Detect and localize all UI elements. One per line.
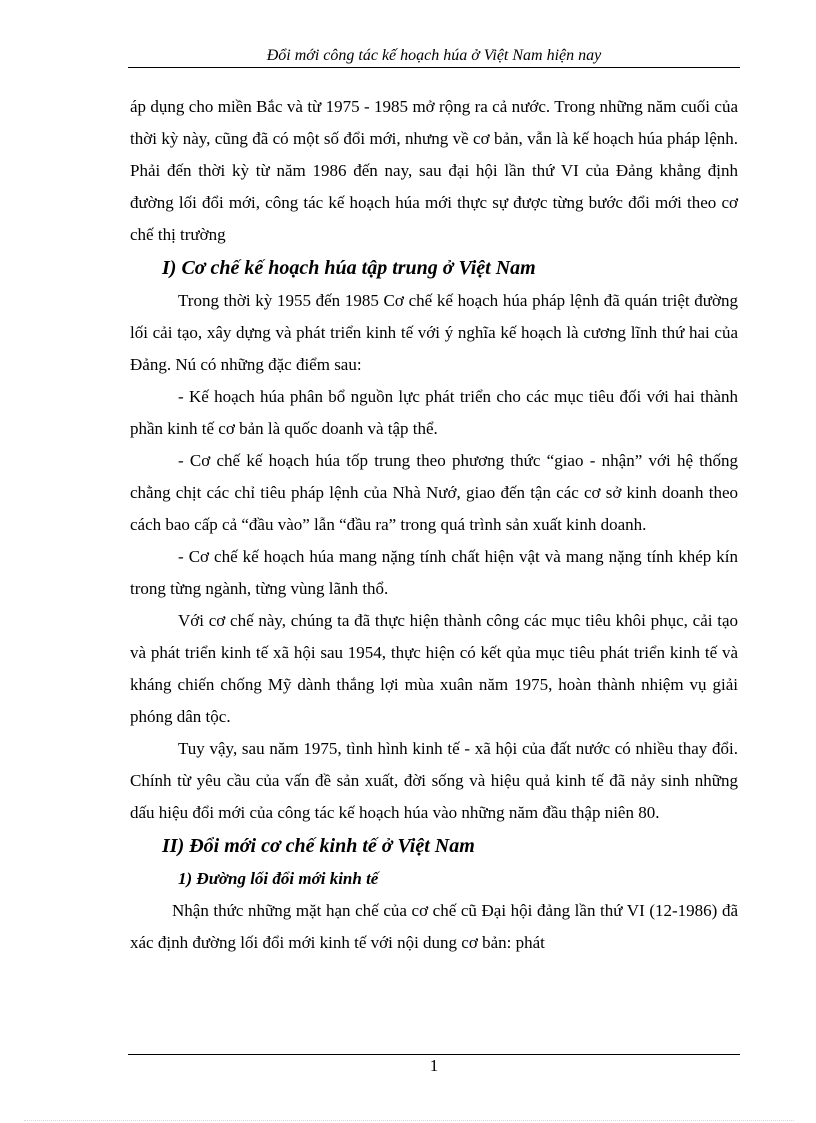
page-bottom-edge [24, 1120, 794, 1121]
paragraph-after-1975: Tuy vậy, sau năm 1975, tình hình kinh tế - xã hội của đất nước có nhiều thay đổi. Chính từ yêu cầu của vấn đề sản xuất, đời sống và hiệu quả kinh tế đã nảy sinh những dấu hiệu đổi mới của công tác kế hoạch húa vào những năm đầu thập niên 80. [130, 739, 738, 822]
header-rule [128, 67, 740, 68]
footer-rule [128, 1054, 740, 1055]
bullet-resource-allocation: - Kế hoạch húa phân bổ nguồn lực phát triển cho các mục tiêu đối với hai thành phần kinh tế cơ bản là quốc doanh và tập thể. [130, 387, 738, 438]
paragraph-characteristics: Trong thời kỳ 1955 đến 1985 Cơ chế kế hoạch húa pháp lệnh đã quán triệt đường lối cải tạo, xây dựng và phát triển kinh tế với ý nghĩa kế hoạch là cương lĩnh thứ hai của Đảng. Nú có những đặc điểm sau: [130, 291, 738, 374]
section-heading-1: I) Cơ chế kế hoạch húa tập trung ở Việt Nam [162, 257, 536, 279]
running-header-title: Đổi mới công tác kế hoạch húa ở Việt Nam hiện nay [266, 47, 602, 64]
page-number: 1 [429, 1056, 439, 1075]
section-heading-2: II) Đổi mới cơ chế kinh tế ở Việt Nam [162, 835, 475, 857]
bullet-give-receive: - Cơ chế kế hoạch húa tốp trung theo phương thức “giao - nhận” với hệ thống chằng chịt các chỉ tiêu pháp lệnh của Nhà Nướ, giao đến tận các cơ sở kinh doanh theo cách bao cấp cả “đầu vào” lẫn “đầu ra” trong quá trình sản xuất kinh doanh. [130, 451, 738, 534]
document-body [130, 91, 738, 959]
bullet-in-kind: - Cơ chế kế hoạch húa mang nặng tính chất hiện vật và mang nặng tính khép kín trong từng ngành, từng vùng lãnh thổ. [130, 547, 738, 598]
paragraph-renovation: Nhận thức những mặt hạn chế của cơ chế cũ Đại hội đảng lần thứ VI (12-1986) đã xác định đường lối đổi mới kinh tế với nội dung cơ bản: phát [130, 901, 738, 952]
subsection-heading-1: 1) Đường lối đổi mới kinh tế [178, 869, 379, 888]
paragraph-intro: áp dụng cho miền Bắc và từ 1975 - 1985 mở rộng ra cả nước. Trong những năm cuối của thời kỳ này, cũng đã có một số đổi mới, nhưng về cơ bản, vẫn là kế hoạch húa pháp lệnh. Phải đến thời kỳ từ năm 1986 đến nay, sau đại hội lần thứ VI của Đảng khẳng định đường lối đổi mới, công tác kế hoạch húa mới thực sự được từng bước đổi mới theo cơ chế thị trường [130, 97, 738, 244]
paragraph-achievements: Với cơ chế này, chúng ta đã thực hiện thành công các mục tiêu khôi phục, cải tạo và phát triển kinh tế xã hội sau 1954, thực hiện có kết qủa mục tiêu phát triển kinh tế và kháng chiến chống Mỹ dành thắng lợi mùa xuân năm 1975, hoàn thành nhiệm vụ giải phóng dân tộc. [130, 611, 738, 726]
